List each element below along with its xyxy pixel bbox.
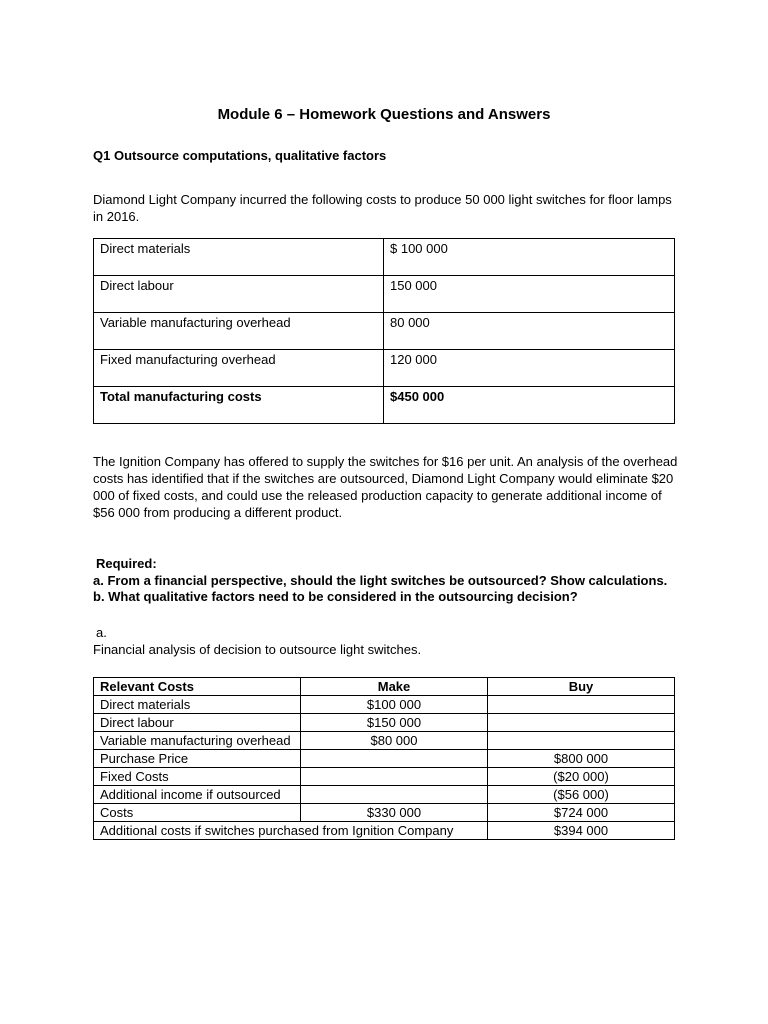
make-value [301, 786, 488, 804]
row-label: Fixed Costs [94, 768, 301, 786]
cost-item: Variable manufacturing overhead [94, 313, 384, 350]
required-part-a: a. From a financial perspective, should the light switches be outsourced? Show calculations. [93, 572, 668, 588]
buy-value: $394 000 [488, 822, 675, 840]
buy-value [488, 732, 675, 750]
cost-amount: 150 000 [384, 276, 675, 313]
required-part-b: b. What qualitative factors need to be considered in the outsourcing decision? [93, 589, 578, 604]
row-label: Purchase Price [94, 750, 301, 768]
question-heading: Q1 Outsource computations, qualitative factors [93, 148, 387, 163]
buy-value: ($56 000) [488, 786, 675, 804]
cost-item: Direct materials [94, 239, 384, 276]
table-header-row [94, 678, 675, 696]
make-value [301, 750, 488, 768]
answer-part-label: a. [96, 625, 107, 640]
table-row [94, 350, 675, 387]
cost-table [93, 238, 675, 424]
buy-value [488, 714, 675, 732]
cost-amount: 80 000 [384, 313, 675, 350]
row-label: Direct labour [94, 714, 301, 732]
column-header: Buy [488, 678, 675, 696]
make-value [301, 768, 488, 786]
table-row [94, 732, 675, 750]
table-row [94, 696, 675, 714]
cost-amount: $ 100 000 [384, 239, 675, 276]
buy-value: $800 000 [488, 750, 675, 768]
total-row [94, 387, 675, 424]
required-section [93, 556, 693, 606]
make-value: $330 000 [301, 804, 488, 822]
column-header: Relevant Costs [94, 678, 301, 696]
cost-item: Total manufacturing costs [94, 387, 384, 424]
row-label: Variable manufacturing overhead [94, 732, 301, 750]
required-label: Required: [96, 556, 157, 571]
cost-item: Fixed manufacturing overhead [94, 350, 384, 387]
page-title: Module 6 – Homework Questions and Answers [217, 106, 551, 123]
table-row [94, 822, 675, 840]
row-label: Direct materials [94, 696, 301, 714]
analysis-table [93, 677, 675, 840]
intro-paragraph: Diamond Light Company incurred the following costs to produce 50 000 light switches for floor lamps in 2016. [93, 192, 672, 224]
buy-value: ($20 000) [488, 768, 675, 786]
table-row [94, 804, 675, 822]
cost-item: Direct labour [94, 276, 384, 313]
table-row [94, 276, 675, 313]
analysis-intro: Financial analysis of decision to outsource light switches. [93, 642, 422, 657]
make-value: $150 000 [301, 714, 488, 732]
table-row [94, 714, 675, 732]
table-row [94, 750, 675, 768]
row-label: Additional costs if switches purchased from Ignition Company [94, 822, 488, 840]
table-row [94, 768, 675, 786]
buy-value [488, 696, 675, 714]
table-row [94, 786, 675, 804]
column-header: Make [301, 678, 488, 696]
table-row [94, 239, 675, 276]
cost-amount: $450 000 [384, 387, 675, 424]
make-value: $80 000 [301, 732, 488, 750]
table-row [94, 313, 675, 350]
row-label: Additional income if outsourced [94, 786, 301, 804]
row-label: Costs [94, 804, 301, 822]
cost-amount: 120 000 [384, 350, 675, 387]
make-value: $100 000 [301, 696, 488, 714]
buy-value: $724 000 [488, 804, 675, 822]
offer-paragraph: The Ignition Company has offered to supply the switches for $16 per unit. An analysis of the overhead costs has identified that if the switches are outsourced, Diamond Light Company would eliminate $20 000 of fixed costs, and could use the released production capacity to generate additional income of $56 000 from producing a different product. [93, 454, 678, 520]
